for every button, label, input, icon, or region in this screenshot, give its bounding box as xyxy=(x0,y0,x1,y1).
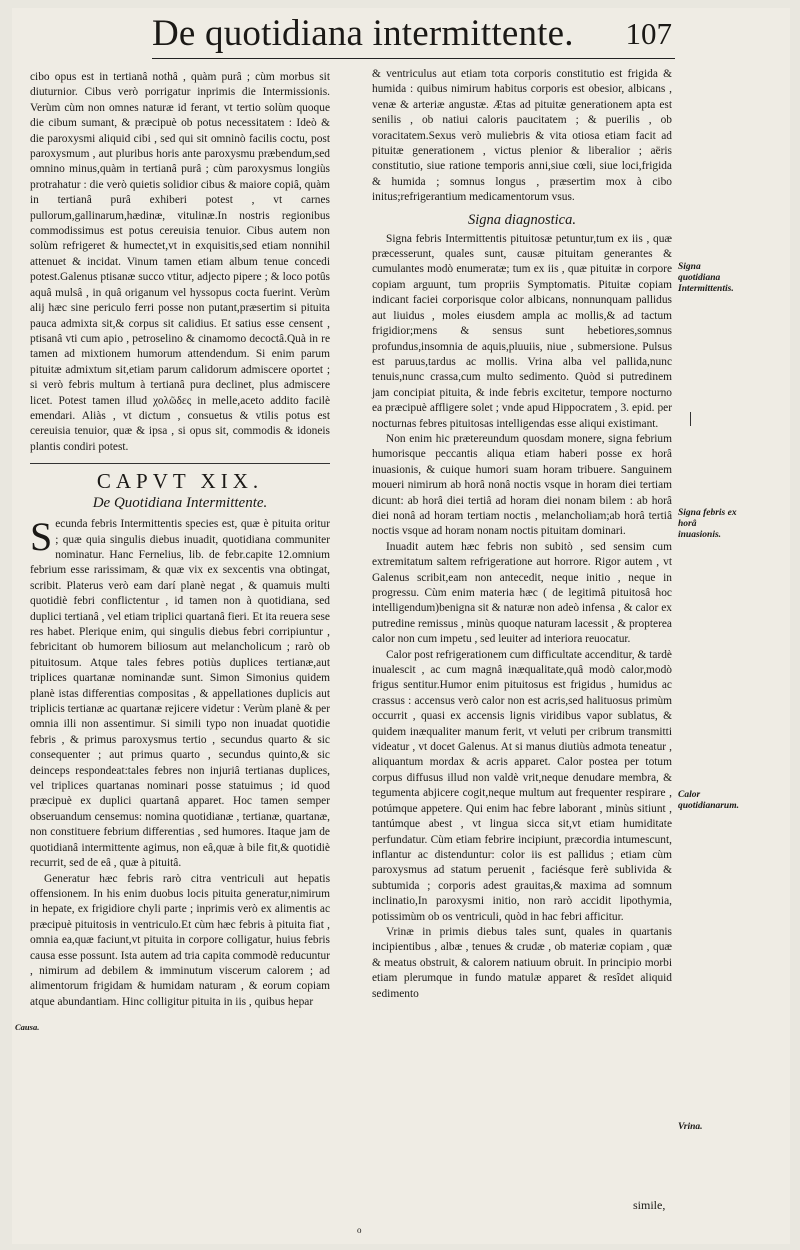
margin-note: Signa quotidiana Intermittentis. xyxy=(678,262,734,294)
catchword: simile, xyxy=(633,1198,666,1212)
margin-mark xyxy=(690,412,691,426)
right-column xyxy=(372,67,672,1002)
paragraph: Inuadit autem hæc febris non subitò , sed sensim cum extremitatum saltem refrigeratione aut horrore. Rigor autem , vt Galenus scribit,eam non antecedit, neque initio , neque in progressu. Cùm enim materia hæc ( de legitimâ pituitosâ hoc intelligendum)benigna sit & naturæ non adeò infensa , & calor ex putredine remissus , minùs quoque naturam lacessit , & propterea calor non cum impetu , sed leuiter ad interiora reuocatur. xyxy=(372,540,672,646)
section-title: Signa diagnostica. xyxy=(468,211,576,228)
paragraph: Generatur hæc febris rarò citra ventriculi aut hepatis offensionem. In his enim duobus locis pituita generatur,nimirum in hepate, ex frigidiore chyli parte ; inprimis verò ex alimentis ac præcipuè pituitosis in ventriculo.Et cùm hæc febris à pituita fiat , omnia ea,quæ faciunt,vt pituita in corpore colligatur, huius febris causa esse possunt. Ista autem ad tria capita commodè reducuntur , nimirum ad debilem & imminutum viscerum calorem ; ad alimentorum frigidam & humidam naturam , & eorum copiam atque abundantiam. Hinc colligitur pituita in iis , quibus hepar xyxy=(30,872,330,1008)
chapter-divider xyxy=(30,463,330,464)
header-rule xyxy=(152,58,675,59)
paragraph: Signa febris Intermittentis pituitosæ petuntur,tum ex iis , quæ præcesserunt, quales sunt, causæ pituitam generantes & cumulantes modò enumeratæ; tum ex iis , quæ pituitæ in corpore copiam arguunt, tum propriis Symptomatis. Pituitæ copiam indicant faciei corporisque color albicans, nonnunquam pallidus aut liuidus , moles eiusdem ampla ac mollis,& ad tactum frigidior;mens & sensus sunt hebetiores,somnus profundus,insomnia de aquis,pluuiis, niue , submersione. Pulsus est paruus,tardus ac mollis. Vrina alba vel pallida,nunc tenuis,nunc crassa,cum multo sedimento. Quòd si putredinem jam concipiat pituita, & inde febris excitetur, tempore nocturno ea præcipuè affligere solet ; vnde apud Hippocratem , 3. epid. per nocturnas febres pituitosas intelligendas esse aliqui existimant. xyxy=(372,232,672,430)
margin-note: Calor quotidianarum. xyxy=(678,790,739,811)
paragraph: cibo opus est in tertianâ nothâ , quàm purâ ; cùm morbus sit diuturnior. Cibus verò porrigatur inprimis die Intermissionis. Verùm cùm non omnes naturæ id ferant, vt tertio solùm quoque die cibum sumant, & præcipuè ob potus necessitatem : Ideò & die paroxysmi aliquid cibi , sed qui sit omninò facilis coctu, post paroxysmum , aut pluribus horis ante paroxysmu præbendum,sed omnino minus,quàm in tertianâ purâ ; cùm paroxysmus longiùs protrahatur : die verò quietis solidior cibus & maiore copiâ, quàm in tertianâ purâ exhiberi potest , vt carnes pullorum,gallinarum,hædinæ, vitulinæ.In nostris regionibus commodissimus est potus cereuisia tenuior. Cibus autem non solùm refrigeret & humectet,vt in exquisitis,sed etiam nonnihil attenuet & incidat. Vinum tamen etiam album tenue concedi potest.Galenus ptisanæ succo vtitur, adjecto pipere ; & loco potûs aquâ mulsâ , in quâ origanum vel hyssopus cocta fuerint. Verùm alij hæc sine periculo ferri posse non putant,præsertim si pituita pauca admixta sit,& corpus sit calidius. Et satius esse censent , ptisanâ vti cum apio , petroselino & cinamomo decoctâ.Quà in re tamen ad mixtionem humorum attendendum. Si enim parum pituitæ admixtum sit,etiam parum calidorum admiscere oportet ; si verò febris multum à tertianâ pura declinet, plus admiscere licet. Potest tamen illud χολῶδες in melle,aceto addito facilè emendari. Aliàs , vt dictum , consuetus & vtilis potus est cereuisia tenuior, quæ & ipsa , si opus sit, commodis & idoneis plantis condiri potest. xyxy=(30,71,330,453)
margin-note: Vrina. xyxy=(678,1122,703,1132)
paragraph-with-drop-cap xyxy=(30,514,330,871)
chapter-title: De Quotidiana Intermittente. xyxy=(92,495,268,512)
paragraph: Non enim hic prætereundum quosdam monere, signa febrium humorisque peccantis aliqua etiam haberi posse ex horâ inuasionis, & cuique humori suam horam tribuere. Sanguinem moueri nimirum ab horâ nonâ noctis vsque in horam diei tertiam dicunt: ab horâ diei tertiâ ad horam diei nonam bilem : ab horâ diei nonâ ad horam tertiam noctis , melancholiam;ab horâ tertiâ noctis vsque ad horam nonam noctis pituitam dominari. xyxy=(372,432,672,538)
drop-cap: S xyxy=(30,514,53,560)
running-title: De quotidiana intermittente. xyxy=(152,13,574,54)
paragraph: Vrinæ in primis diebus tales sunt, quales in quartanis incipientibus , albæ , tenues & crudæ , ob materiæ copiam , quæ & meatus obstruit, & calorem natiuum obruit. In principio morbi etiam plerumque in fundo matulæ apparet & resîdet aliquid sedimento xyxy=(372,925,672,1000)
paragraph-text: ecunda febris Intermittentis species est, quæ è pituita oritur ; quæ quia singulis diebus inuadit, quotidiana communiter nominatur. Hanc Fernelius, lib. de febr.capite 12.omnium febrium esse rarissimam, & quæ vix ex sexcentis vna obtingat, scribit. Platerus verò eam darí planè negat , & quamuis multi quotidiè febri conflictentur , id tamen non à quotidiana, sed duplici tertianâ , vel etiam triplici quartanâ fieri. Et ita reuera sese res habet. Plerique enim, qui singulis diebus febri corripiuntur , febricitant ob humorem biliosum aut melancholicum ; rarò ob pituitosum. Atque tales febres potiùs duplices tertianæ,aut triplices quartanæ nominandæ sunt. Simon Simonius quidem planè istas differentias compositas , & appellationes duplicis aut triplicis tertianæ ac quartanæ rejicere videtur : Verùm planè & per omnia illi non assentimur. Si simili typo non inuadat quotidie febris , & primus paroxysmus tertio , secundus quarto & sic consequenter ; aut primus quarto , secundus quinto,& sic deinceps respondeat:tales febres non injuriâ tertianas duplices, vel triplices quartanas nominari posse statuimus ; id quod præcipuè ex duplici quartanâ apparet. Hoc tamen semper obseruandum censemus: nomina quotidianæ , tertianæ, quartanæ, non constituere febrium differentias , sed humores. Itaque jam de quotidianâ intermittente agimus, non eâ,quæ à bile fit,& quotidiè recurrit, sed de eâ , quæ à pituitâ. xyxy=(30,518,330,870)
printer-mark: o xyxy=(357,1225,362,1235)
paragraph: Calor post refrigerationem cum difficultate accenditur, & tardè inualescit , ac cum magnâ inæqualitate,quâ modò calor,modò frigus sentitur.Humor enim pituitosus est frigidus , humidus ac crassus : accensus verò calor non est acris,sed halituosus primùm occurrit , quasi ex accensis lignis viridibus vapor sublatus, & quidem inæqualiter manum ferit, vt veluti per cribrum transmitti videatur , vt docet Galenus. At si manus diutiùs admota teneatur , aliquantum mordax & acris apparet. Calor postea per totum corpus diffusus illud non valdè vrit,neque denudare membra, & tegumenta abjicere cogit,neque multum aut frequenter respirare , potúmque appetere. Qui enim hac febre laborant , minùs sitiunt , tantúmque abest , vt lingua sicca sit,vt etiam humiditate perfundatur. Cùm etiam febrire incipiunt, præcordia intumescunt, inflantur ac distenduntur: color iis est pallidus ; etiam cùm paroxysmus ad statum peruenit , faciésque ferè sublivida & subtumida ; corporis adest grauitas,& maxima ad somnum inclinatio,In paroxysmi initio, non rarò accidit lipothymia, potissimùm ob os ventriculi, quòd in hac febri afficitur. xyxy=(372,648,672,923)
paragraph: & ventriculus aut etiam tota corporis constitutio est frigida & humida : quibus nimirum habitus corporis est obesior, albicans , venæ & arteriæ angustæ. Ætas ad pituitæ generationem apta est senilis , ob natiui caloris paucitatem ; & puerilis , ob voracitatem.Sexus verò muliebris & vita otiosa etiam facit ad pituitæ generationem , victus plenior & liberalior ; aëris constitutio, siue ratione temporis anni,siue cœli, siue loci,frigida & humida ; somnus longus , præsertim mox à cibo initus;refrigerantium medicamentorum vsus. xyxy=(372,68,672,204)
margin-note: Signa febris ex horâ inuasionis. xyxy=(678,508,737,540)
page-number: 107 xyxy=(625,16,672,51)
left-column xyxy=(30,70,330,1010)
chapter-heading: CAPVT XIX. xyxy=(96,469,264,494)
margin-note: Causa. xyxy=(15,1022,40,1032)
page-header xyxy=(152,8,672,64)
